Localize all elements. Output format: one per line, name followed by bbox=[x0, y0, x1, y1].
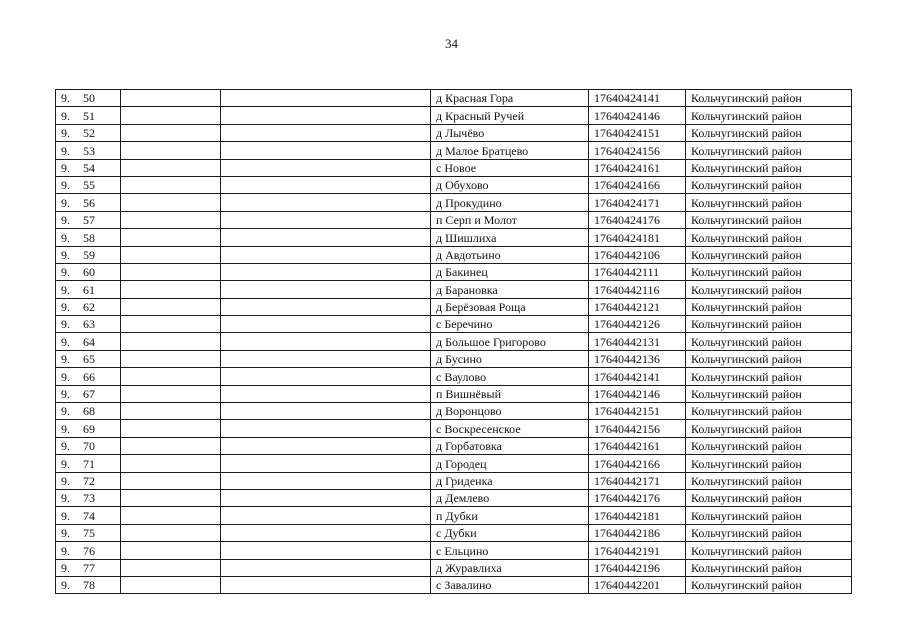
row-number-cell bbox=[56, 90, 121, 107]
row-number-minor: 56 bbox=[83, 195, 95, 210]
oktmo-code-cell: 17640424176 bbox=[589, 211, 686, 228]
district-cell: Кольчугинский район bbox=[686, 211, 852, 228]
oktmo-code-cell: 17640442126 bbox=[589, 316, 686, 333]
page-number: 34 bbox=[445, 36, 458, 51]
empty-cell bbox=[221, 559, 431, 576]
empty-cell bbox=[221, 316, 431, 333]
settlement-name-cell: с Дубки bbox=[431, 524, 589, 541]
row-number-cell bbox=[56, 420, 121, 437]
empty-cell bbox=[121, 489, 221, 506]
settlement-name-cell: п Вишнёвый bbox=[431, 385, 589, 402]
table-row bbox=[56, 194, 852, 211]
row-number-major: 9. bbox=[61, 456, 70, 471]
table-row bbox=[56, 90, 852, 107]
row-number-minor: 54 bbox=[83, 160, 95, 175]
table-row bbox=[56, 316, 852, 333]
settlement-name-cell: д Обухово bbox=[431, 176, 589, 193]
district-cell: Кольчугинский район bbox=[686, 489, 852, 506]
row-number-minor: 77 bbox=[83, 560, 95, 575]
oktmo-code-cell: 17640442136 bbox=[589, 350, 686, 367]
row-number-cell bbox=[56, 559, 121, 576]
table-body bbox=[56, 90, 852, 594]
district-cell: Кольчугинский район bbox=[686, 437, 852, 454]
row-number-cell bbox=[56, 229, 121, 246]
table-row bbox=[56, 524, 852, 541]
row-number-major: 9. bbox=[61, 195, 70, 210]
empty-cell bbox=[121, 159, 221, 176]
row-number-minor: 69 bbox=[83, 421, 95, 436]
empty-cell bbox=[221, 263, 431, 280]
oktmo-code-cell: 17640442171 bbox=[589, 472, 686, 489]
oktmo-code-cell: 17640442186 bbox=[589, 524, 686, 541]
row-number-major: 9. bbox=[61, 213, 70, 228]
oktmo-code-cell: 17640424156 bbox=[589, 142, 686, 159]
empty-cell bbox=[121, 281, 221, 298]
settlement-name-cell: д Гриденка bbox=[431, 472, 589, 489]
row-number-major: 9. bbox=[61, 230, 70, 245]
oktmo-code-cell: 17640424161 bbox=[589, 159, 686, 176]
settlement-name-cell: д Горбатовка bbox=[431, 437, 589, 454]
oktmo-code-cell: 17640442106 bbox=[589, 246, 686, 263]
table-row bbox=[56, 437, 852, 454]
table-row bbox=[56, 350, 852, 367]
row-number-minor: 55 bbox=[83, 178, 95, 193]
row-number-cell bbox=[56, 368, 121, 385]
district-cell: Кольчугинский район bbox=[686, 316, 852, 333]
row-number-minor: 60 bbox=[83, 265, 95, 280]
table-row bbox=[56, 472, 852, 489]
row-number-minor: 59 bbox=[83, 247, 95, 262]
table-row bbox=[56, 142, 852, 159]
row-number-cell bbox=[56, 350, 121, 367]
row-number-major: 9. bbox=[61, 369, 70, 384]
row-number-major: 9. bbox=[61, 526, 70, 541]
oktmo-code-cell: 17640442181 bbox=[589, 507, 686, 524]
oktmo-code-cell: 17640424171 bbox=[589, 194, 686, 211]
row-number-cell bbox=[56, 176, 121, 193]
empty-cell bbox=[121, 524, 221, 541]
row-number-cell bbox=[56, 542, 121, 559]
settlement-name-cell: с Воскресенское bbox=[431, 420, 589, 437]
empty-cell bbox=[221, 90, 431, 107]
row-number-major: 9. bbox=[61, 352, 70, 367]
empty-cell bbox=[121, 437, 221, 454]
table-row bbox=[56, 176, 852, 193]
settlement-name-cell: д Журавлиха bbox=[431, 559, 589, 576]
row-number-cell bbox=[56, 437, 121, 454]
empty-cell bbox=[221, 211, 431, 228]
row-number-cell bbox=[56, 211, 121, 228]
row-number-minor: 66 bbox=[83, 369, 95, 384]
settlement-name-cell: д Бусино bbox=[431, 350, 589, 367]
district-cell: Кольчугинский район bbox=[686, 298, 852, 315]
empty-cell bbox=[121, 576, 221, 593]
settlement-name-cell: с Ельцино bbox=[431, 542, 589, 559]
district-cell: Кольчугинский район bbox=[686, 124, 852, 141]
row-number-cell bbox=[56, 333, 121, 350]
empty-cell bbox=[221, 542, 431, 559]
row-number-minor: 68 bbox=[83, 404, 95, 419]
district-cell: Кольчугинский район bbox=[686, 159, 852, 176]
settlement-name-cell: д Прокудино bbox=[431, 194, 589, 211]
row-number-cell bbox=[56, 281, 121, 298]
row-number-major: 9. bbox=[61, 91, 70, 106]
district-cell: Кольчугинский район bbox=[686, 559, 852, 576]
district-cell: Кольчугинский район bbox=[686, 472, 852, 489]
row-number-major: 9. bbox=[61, 387, 70, 402]
district-cell: Кольчугинский район bbox=[686, 542, 852, 559]
settlement-name-cell: д Воронцово bbox=[431, 403, 589, 420]
row-number-major: 9. bbox=[61, 265, 70, 280]
empty-cell bbox=[221, 333, 431, 350]
empty-cell bbox=[121, 298, 221, 315]
district-cell: Кольчугинский район bbox=[686, 350, 852, 367]
oktmo-code-cell: 17640442141 bbox=[589, 368, 686, 385]
row-number-cell bbox=[56, 124, 121, 141]
empty-cell bbox=[121, 107, 221, 124]
district-cell: Кольчугинский район bbox=[686, 194, 852, 211]
oktmo-code-cell: 17640442176 bbox=[589, 489, 686, 506]
row-number-cell bbox=[56, 263, 121, 280]
empty-cell bbox=[221, 124, 431, 141]
row-number-cell bbox=[56, 107, 121, 124]
oktmo-code-cell: 17640442156 bbox=[589, 420, 686, 437]
row-number-major: 9. bbox=[61, 160, 70, 175]
row-number-minor: 70 bbox=[83, 439, 95, 454]
district-cell: Кольчугинский район bbox=[686, 524, 852, 541]
row-number-minor: 52 bbox=[83, 126, 95, 141]
empty-cell bbox=[121, 194, 221, 211]
settlement-name-cell: д Шишлиха bbox=[431, 229, 589, 246]
table-row bbox=[56, 211, 852, 228]
row-number-major: 9. bbox=[61, 178, 70, 193]
empty-cell bbox=[121, 229, 221, 246]
table-row bbox=[56, 420, 852, 437]
empty-cell bbox=[221, 350, 431, 367]
settlement-name-cell: п Серп и Молот bbox=[431, 211, 589, 228]
empty-cell bbox=[221, 403, 431, 420]
empty-cell bbox=[121, 316, 221, 333]
settlement-name-cell: д Бакинец bbox=[431, 263, 589, 280]
district-cell: Кольчугинский район bbox=[686, 263, 852, 280]
empty-cell bbox=[221, 229, 431, 246]
row-number-major: 9. bbox=[61, 126, 70, 141]
table-row bbox=[56, 281, 852, 298]
row-number-major: 9. bbox=[61, 543, 70, 558]
empty-cell bbox=[121, 559, 221, 576]
row-number-major: 9. bbox=[61, 108, 70, 123]
row-number-major: 9. bbox=[61, 473, 70, 488]
settlement-name-cell: д Демлево bbox=[431, 489, 589, 506]
district-cell: Кольчугинский район bbox=[686, 246, 852, 263]
empty-cell bbox=[221, 576, 431, 593]
row-number-cell bbox=[56, 142, 121, 159]
empty-cell bbox=[221, 281, 431, 298]
row-number-minor: 72 bbox=[83, 473, 95, 488]
row-number-minor: 57 bbox=[83, 213, 95, 228]
oktmo-code-cell: 17640442146 bbox=[589, 385, 686, 402]
row-number-major: 9. bbox=[61, 421, 70, 436]
empty-cell bbox=[221, 159, 431, 176]
row-number-major: 9. bbox=[61, 578, 70, 593]
empty-cell bbox=[121, 211, 221, 228]
oktmo-code-cell: 17640442131 bbox=[589, 333, 686, 350]
empty-cell bbox=[121, 455, 221, 472]
table-row bbox=[56, 542, 852, 559]
district-cell: Кольчугинский район bbox=[686, 385, 852, 402]
empty-cell bbox=[221, 507, 431, 524]
table-row bbox=[56, 403, 852, 420]
table-row bbox=[56, 559, 852, 576]
empty-cell bbox=[221, 194, 431, 211]
empty-cell bbox=[121, 542, 221, 559]
row-number-major: 9. bbox=[61, 143, 70, 158]
row-number-major: 9. bbox=[61, 334, 70, 349]
table-row bbox=[56, 263, 852, 280]
row-number-minor: 65 bbox=[83, 352, 95, 367]
row-number-cell bbox=[56, 298, 121, 315]
row-number-minor: 63 bbox=[83, 317, 95, 332]
settlement-name-cell: д Красный Ручей bbox=[431, 107, 589, 124]
empty-cell bbox=[121, 507, 221, 524]
oktmo-code-cell: 17640424181 bbox=[589, 229, 686, 246]
settlement-name-cell: с Новое bbox=[431, 159, 589, 176]
row-number-major: 9. bbox=[61, 491, 70, 506]
row-number-major: 9. bbox=[61, 560, 70, 575]
row-number-cell bbox=[56, 472, 121, 489]
empty-cell bbox=[221, 437, 431, 454]
empty-cell bbox=[121, 176, 221, 193]
table-row bbox=[56, 333, 852, 350]
empty-cell bbox=[121, 420, 221, 437]
empty-cell bbox=[121, 403, 221, 420]
table-row bbox=[56, 298, 852, 315]
empty-cell bbox=[221, 107, 431, 124]
oktmo-code-cell: 17640424146 bbox=[589, 107, 686, 124]
empty-cell bbox=[121, 124, 221, 141]
settlement-name-cell: д Городец bbox=[431, 455, 589, 472]
table-row bbox=[56, 107, 852, 124]
row-number-cell bbox=[56, 507, 121, 524]
oktmo-code-cell: 17640442121 bbox=[589, 298, 686, 315]
row-number-minor: 75 bbox=[83, 526, 95, 541]
row-number-major: 9. bbox=[61, 508, 70, 523]
row-number-major: 9. bbox=[61, 247, 70, 262]
row-number-minor: 58 bbox=[83, 230, 95, 245]
empty-cell bbox=[221, 385, 431, 402]
district-cell: Кольчугинский район bbox=[686, 368, 852, 385]
row-number-minor: 71 bbox=[83, 456, 95, 471]
district-cell: Кольчугинский район bbox=[686, 281, 852, 298]
settlements-table bbox=[55, 89, 852, 594]
empty-cell bbox=[221, 142, 431, 159]
district-cell: Кольчугинский район bbox=[686, 576, 852, 593]
row-number-major: 9. bbox=[61, 404, 70, 419]
table-row bbox=[56, 368, 852, 385]
empty-cell bbox=[221, 524, 431, 541]
oktmo-code-cell: 17640424151 bbox=[589, 124, 686, 141]
row-number-minor: 76 bbox=[83, 543, 95, 558]
district-cell: Кольчугинский район bbox=[686, 176, 852, 193]
row-number-cell bbox=[56, 159, 121, 176]
oktmo-code-cell: 17640442161 bbox=[589, 437, 686, 454]
district-cell: Кольчугинский район bbox=[686, 507, 852, 524]
settlement-name-cell: д Берёзовая Роща bbox=[431, 298, 589, 315]
settlement-name-cell: д Красная Гора bbox=[431, 90, 589, 107]
empty-cell bbox=[221, 176, 431, 193]
settlement-name-cell: д Барановка bbox=[431, 281, 589, 298]
row-number-cell bbox=[56, 403, 121, 420]
row-number-minor: 61 bbox=[83, 282, 95, 297]
oktmo-code-cell: 17640442116 bbox=[589, 281, 686, 298]
row-number-minor: 50 bbox=[83, 91, 95, 106]
settlement-name-cell: д Большое Григорово bbox=[431, 333, 589, 350]
empty-cell bbox=[221, 368, 431, 385]
row-number-minor: 62 bbox=[83, 300, 95, 315]
district-cell: Кольчугинский район bbox=[686, 90, 852, 107]
row-number-major: 9. bbox=[61, 439, 70, 454]
empty-cell bbox=[121, 90, 221, 107]
settlement-name-cell: с Беречино bbox=[431, 316, 589, 333]
district-cell: Кольчугинский район bbox=[686, 455, 852, 472]
district-cell: Кольчугинский район bbox=[686, 403, 852, 420]
row-number-cell bbox=[56, 385, 121, 402]
empty-cell bbox=[121, 263, 221, 280]
settlement-name-cell: п Дубки bbox=[431, 507, 589, 524]
row-number-minor: 53 bbox=[83, 143, 95, 158]
empty-cell bbox=[121, 246, 221, 263]
table-row bbox=[56, 229, 852, 246]
oktmo-code-cell: 17640442196 bbox=[589, 559, 686, 576]
oktmo-code-cell: 17640442201 bbox=[589, 576, 686, 593]
oktmo-code-cell: 17640442166 bbox=[589, 455, 686, 472]
row-number-cell bbox=[56, 246, 121, 263]
district-cell: Кольчугинский район bbox=[686, 107, 852, 124]
row-number-minor: 51 bbox=[83, 108, 95, 123]
row-number-cell bbox=[56, 576, 121, 593]
table-row bbox=[56, 576, 852, 593]
empty-cell bbox=[121, 385, 221, 402]
settlement-name-cell: с Завалино bbox=[431, 576, 589, 593]
row-number-cell bbox=[56, 455, 121, 472]
table-row bbox=[56, 507, 852, 524]
row-number-minor: 67 bbox=[83, 387, 95, 402]
row-number-cell bbox=[56, 489, 121, 506]
row-number-cell bbox=[56, 194, 121, 211]
empty-cell bbox=[121, 333, 221, 350]
empty-cell bbox=[221, 420, 431, 437]
district-cell: Кольчугинский район bbox=[686, 229, 852, 246]
empty-cell bbox=[221, 455, 431, 472]
oktmo-code-cell: 17640442151 bbox=[589, 403, 686, 420]
settlement-name-cell: д Лычёво bbox=[431, 124, 589, 141]
empty-cell bbox=[221, 298, 431, 315]
row-number-minor: 73 bbox=[83, 491, 95, 506]
empty-cell bbox=[221, 489, 431, 506]
settlement-name-cell: д Малое Братцево bbox=[431, 142, 589, 159]
empty-cell bbox=[121, 142, 221, 159]
row-number-cell bbox=[56, 524, 121, 541]
table-row bbox=[56, 159, 852, 176]
table-row bbox=[56, 455, 852, 472]
district-cell: Кольчугинский район bbox=[686, 420, 852, 437]
oktmo-code-cell: 17640442191 bbox=[589, 542, 686, 559]
empty-cell bbox=[121, 368, 221, 385]
row-number-major: 9. bbox=[61, 300, 70, 315]
row-number-major: 9. bbox=[61, 317, 70, 332]
district-cell: Кольчугинский район bbox=[686, 333, 852, 350]
empty-cell bbox=[221, 472, 431, 489]
table-row bbox=[56, 124, 852, 141]
oktmo-code-cell: 17640424141 bbox=[589, 90, 686, 107]
row-number-minor: 64 bbox=[83, 334, 95, 349]
district-cell: Кольчугинский район bbox=[686, 142, 852, 159]
table-row bbox=[56, 246, 852, 263]
row-number-minor: 74 bbox=[83, 508, 95, 523]
empty-cell bbox=[121, 472, 221, 489]
oktmo-code-cell: 17640442111 bbox=[589, 263, 686, 280]
table-row bbox=[56, 489, 852, 506]
row-number-minor: 78 bbox=[83, 578, 95, 593]
settlement-name-cell: д Авдотьино bbox=[431, 246, 589, 263]
settlement-name-cell: с Ваулово bbox=[431, 368, 589, 385]
table-row bbox=[56, 385, 852, 402]
row-number-cell bbox=[56, 316, 121, 333]
empty-cell bbox=[221, 246, 431, 263]
empty-cell bbox=[121, 350, 221, 367]
row-number-major: 9. bbox=[61, 282, 70, 297]
oktmo-code-cell: 17640424166 bbox=[589, 176, 686, 193]
